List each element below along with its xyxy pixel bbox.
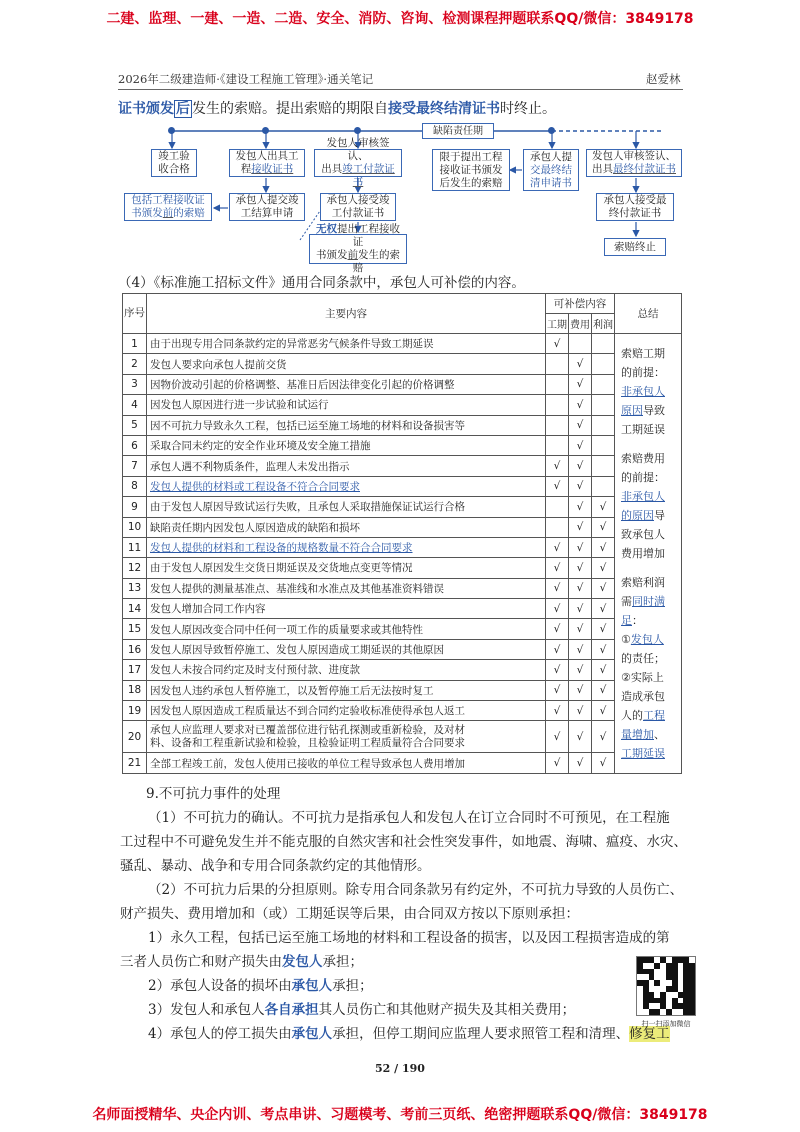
check-cost: √ <box>569 374 592 394</box>
row-content: 发包人提供的材料和工程设备的规格数量不符合合同要求 <box>147 537 546 557</box>
check-profit: √ <box>592 578 615 598</box>
check-profit: √ <box>592 721 615 753</box>
row-content: 发包人原因改变合同中任何一项工作的质量要求或其他特性 <box>147 619 546 639</box>
check-time: √ <box>546 537 569 557</box>
check-profit <box>592 415 615 435</box>
check-profit <box>592 435 615 455</box>
table-row <box>123 517 682 537</box>
section9-item1: 1）永久工程，包括已运至施工场地的材料和工程设备的损害，以及因工程损害造成的第 <box>148 930 670 946</box>
box-include-before-claims: 包括工程接收证 书颁发前的索赔 <box>124 193 212 221</box>
table-row <box>123 435 682 455</box>
check-time: √ <box>546 476 569 496</box>
check-profit <box>592 395 615 415</box>
row-content: 由于出现专用合同条款约定的异常恶劣气候条件导致工期延误 <box>147 334 546 354</box>
check-cost: √ <box>569 395 592 415</box>
check-cost: √ <box>569 753 592 773</box>
row-content: 发包人要求向承包人提前交货 <box>147 354 546 374</box>
check-time <box>546 435 569 455</box>
check-profit <box>592 374 615 394</box>
table-row <box>123 753 682 773</box>
box-final-payment-cert: 发包人审核签认、 出具最终付款证书 <box>586 149 682 177</box>
row-content: 发包人提供的材料或工程设备不符合合同要求 <box>147 476 546 496</box>
check-time: √ <box>546 660 569 680</box>
check-cost: √ <box>569 415 592 435</box>
check-cost: √ <box>569 456 592 476</box>
check-time: √ <box>546 599 569 619</box>
header-author: 赵爱林 <box>646 72 681 86</box>
table-row <box>123 395 682 415</box>
timeline-node <box>168 127 175 134</box>
check-time <box>546 497 569 517</box>
check-time: √ <box>546 558 569 578</box>
th-time: 工期 <box>546 314 569 334</box>
check-profit: √ <box>592 537 615 557</box>
box-submit-settlement: 承包人提交竣 工结算申请 <box>229 193 305 221</box>
th-summary: 总结 <box>615 294 682 334</box>
check-time: √ <box>546 334 569 354</box>
row-number: 1 <box>123 334 147 354</box>
row-number: 21 <box>123 753 147 773</box>
row-number: 3 <box>123 374 147 394</box>
check-time <box>546 415 569 435</box>
section9-p2-l2: 财产损失、费用增加和（或）工期延误等后果，由合同双方按以下原则承担： <box>120 906 579 922</box>
section9-p2: （2）不可抗力后果的分担原则。除专用合同条款另有约定外，不可抗力导致的人员伤亡、 <box>148 882 684 898</box>
row-number: 14 <box>123 599 147 619</box>
row-content: 发包人提供的测量基准点、基准线和水准点及其他基准资料错误 <box>147 578 546 598</box>
row-number: 11 <box>123 537 147 557</box>
table-row <box>123 334 682 354</box>
check-cost: √ <box>569 578 592 598</box>
row-content: 承包人应监理人要求对已覆盖部位进行钻孔探测或重新检验，及对材 料、设备和工程重新试验和检验，且检验证明工程质量符合合同要求 <box>147 721 546 753</box>
check-profit <box>592 334 615 354</box>
table-row <box>123 619 682 639</box>
intro-mid: 发生的索赔。提出索赔的期限自 <box>192 101 388 117</box>
box-receive-final-cert: 承包人接受最 终付款证书 <box>596 193 674 221</box>
row-number: 8 <box>123 476 147 496</box>
check-profit <box>592 354 615 374</box>
table-row <box>123 599 682 619</box>
row-content: 采取合同未约定的安全作业环境及安全施工措施 <box>147 435 546 455</box>
th-profit: 利润 <box>592 314 615 334</box>
defect-period-label: 缺陷责任期 <box>422 123 494 139</box>
check-time <box>546 374 569 394</box>
box-submit-final-settlement: 承包人提 交最终结 清申请书 <box>523 149 579 191</box>
box-receive-payment-cert: 承包人接受竣 工付款证书 <box>320 193 396 221</box>
check-cost: √ <box>569 497 592 517</box>
check-cost: √ <box>569 701 592 721</box>
row-number: 10 <box>123 517 147 537</box>
check-time: √ <box>546 619 569 639</box>
row-number: 9 <box>123 497 147 517</box>
row-content: 由于发包人原因发生交货日期延误及交货地点变更等情况 <box>147 558 546 578</box>
qr-caption: 扫一扫添加微信 <box>641 1020 691 1028</box>
intro-cert: 证书颁发 <box>118 101 174 117</box>
th-cost: 费用 <box>569 314 592 334</box>
row-number: 2 <box>123 354 147 374</box>
section9-title: 9.不可抗力事件的处理 <box>146 786 281 802</box>
intro-final-cert: 接受最终结清证书 <box>388 101 500 117</box>
th-content: 主要内容 <box>147 294 546 334</box>
box-completion-acceptance: 竣工验 收合格 <box>151 149 197 177</box>
row-content: 因不可抗力导致永久工程，包括已运至施工场地的材料和设备损害等 <box>147 415 546 435</box>
check-profit: √ <box>592 497 615 517</box>
check-cost: √ <box>569 476 592 496</box>
row-number: 15 <box>123 619 147 639</box>
box-limited-after-claims: 限于提出工程 接收证书颁发 后发生的索赔 <box>432 149 510 191</box>
row-number: 12 <box>123 558 147 578</box>
check-cost: √ <box>569 517 592 537</box>
table-row <box>123 497 682 517</box>
row-number: 5 <box>123 415 147 435</box>
row-content: 承包人遇不利物质条件，监理人未发出指示 <box>147 456 546 476</box>
row-number: 19 <box>123 701 147 721</box>
check-cost: √ <box>569 537 592 557</box>
table-row <box>123 558 682 578</box>
check-cost: √ <box>569 680 592 700</box>
check-cost: √ <box>569 639 592 659</box>
row-content: 因发包人违约承包人暂停施工，以及暂停施工后无法按时复工 <box>147 680 546 700</box>
row-number: 16 <box>123 639 147 659</box>
section9-p1-l3: 骚乱、暴动、战争和专用合同条款约定的其他情形。 <box>120 858 431 874</box>
check-time: √ <box>546 456 569 476</box>
section4-title: （4）《标准施工招标文件》通用合同条款中，承包人可补偿的内容。 <box>118 275 525 291</box>
row-number: 20 <box>123 721 147 753</box>
check-cost: √ <box>569 354 592 374</box>
table-row <box>123 537 682 557</box>
row-content: 缺陷责任期内因发包人原因造成的缺陷和损坏 <box>147 517 546 537</box>
check-profit <box>592 476 615 496</box>
intro-end: 时终止。 <box>500 101 556 117</box>
timeline-node <box>354 127 361 134</box>
check-cost <box>569 334 592 354</box>
row-content: 因发包人原因进行进一步试验和试运行 <box>147 395 546 415</box>
table-row <box>123 660 682 680</box>
row-content: 发包人未按合同约定及时支付预付款、进度款 <box>147 660 546 680</box>
check-time <box>546 354 569 374</box>
check-cost: √ <box>569 619 592 639</box>
table-row <box>123 701 682 721</box>
check-time: √ <box>546 680 569 700</box>
header-title: 2026年二级建造师·《建设工程施工管理》·通关笔记 <box>118 72 374 86</box>
table-row <box>123 639 682 659</box>
check-profit: √ <box>592 701 615 721</box>
check-time <box>546 517 569 537</box>
check-profit: √ <box>592 753 615 773</box>
timeline-node <box>548 127 555 134</box>
section9-p1-l2: 工过程中不可避免发生并不能克服的自然灾害和社会性突发事件，如地震、海啸、瘟疫、水灾、 <box>120 834 687 850</box>
box-claim-end: 索赔终止 <box>604 238 666 256</box>
check-profit: √ <box>592 639 615 659</box>
top-banner: 二建、监理、一建、一造、二造、安全、消防、咨询、检测课程押题联系QQ/微信：3849178 <box>106 11 694 27</box>
check-cost: √ <box>569 558 592 578</box>
row-content: 因发包人原因造成工程质量达不到合同约定验收标准使得承包人返工 <box>147 701 546 721</box>
table-row <box>123 578 682 598</box>
check-profit: √ <box>592 558 615 578</box>
check-profit: √ <box>592 619 615 639</box>
check-time: √ <box>546 578 569 598</box>
check-time: √ <box>546 639 569 659</box>
check-time: √ <box>546 701 569 721</box>
check-profit: √ <box>592 517 615 537</box>
row-content: 因物价波动引起的价格调整、基准日后因法律变化引起的价格调整 <box>147 374 546 394</box>
bottom-banner: 名师面授精华、央企内训、考点串讲、习题模考、考前三页纸、绝密押题联系QQ/微信：3849178 <box>92 1107 708 1123</box>
row-number: 13 <box>123 578 147 598</box>
box-no-right-claims: 无权提出工程接收证 书颁发前发生的索赔 <box>309 234 407 264</box>
box-completion-payment-cert: 发包人审核签认、 出具竣工付款证书 <box>314 149 402 177</box>
check-time <box>546 395 569 415</box>
th-no: 序号 <box>123 294 147 334</box>
timeline-node <box>262 127 269 134</box>
box-issue-receipt-cert: 发包人出具工 程接收证书 <box>229 149 305 177</box>
row-content: 全部工程竣工前，发包人使用已接收的单位工程导致承包人费用增加 <box>147 753 546 773</box>
check-profit: √ <box>592 680 615 700</box>
check-time: √ <box>546 753 569 773</box>
table-row <box>123 721 682 753</box>
row-content: 由于发包人原因导致试运行失败，且承包人采取措施保证试运行合格 <box>147 497 546 517</box>
page-number: 52 / 190 <box>375 1062 425 1075</box>
row-content: 发包人增加合同工作内容 <box>147 599 546 619</box>
check-time: √ <box>546 721 569 753</box>
check-cost: √ <box>569 721 592 753</box>
qr-code[interactable] <box>636 956 696 1016</box>
check-cost: √ <box>569 660 592 680</box>
table-row <box>123 415 682 435</box>
row-number: 4 <box>123 395 147 415</box>
table-row <box>123 374 682 394</box>
table-row <box>123 456 682 476</box>
table-row <box>123 354 682 374</box>
section9-item3: 3）发包人和承包人各自承担其人员伤亡和其他财产损失及其相关费用； <box>148 1002 576 1018</box>
section9-item1-l2: 三者人员伤亡和财产损失由发包人承担； <box>120 954 363 970</box>
check-profit: √ <box>592 599 615 619</box>
row-number: 6 <box>123 435 147 455</box>
section9-item4: 4）承包人的停工损失由承包人承担，但停工期间应监理人要求照管工程和清理、修复工 <box>148 1026 670 1042</box>
check-profit <box>592 456 615 476</box>
row-number: 7 <box>123 456 147 476</box>
table-row <box>123 476 682 496</box>
compensation-table <box>122 293 682 774</box>
row-content: 发包人原因导致暂停施工、发包人原因造成工期延误的其他原因 <box>147 639 546 659</box>
section9-p1: （1）不可抗力的确认。不可抗力是指承包人和发包人在订立合同时不可预见，在工程施 <box>148 810 670 826</box>
row-number: 17 <box>123 660 147 680</box>
check-cost: √ <box>569 435 592 455</box>
th-compensable: 可补偿内容 <box>546 294 615 314</box>
check-cost: √ <box>569 599 592 619</box>
check-profit: √ <box>592 660 615 680</box>
row-number: 18 <box>123 680 147 700</box>
intro-after: 后 <box>176 101 190 117</box>
section9-item2: 2）承包人设备的损坏由承包人承担； <box>148 978 373 994</box>
summary-cell: 索赔工期 的前提： 非承包人 原因导致 工期延误 索赔费用 的前提： 非承包人 的原因导 致承包人 费用增加 索赔利润 需同时满 足： ①发包人 的责任； ②实际上 造成承包 人的工程 量增加、 工期延误 <box>615 334 682 774</box>
table-row <box>123 680 682 700</box>
